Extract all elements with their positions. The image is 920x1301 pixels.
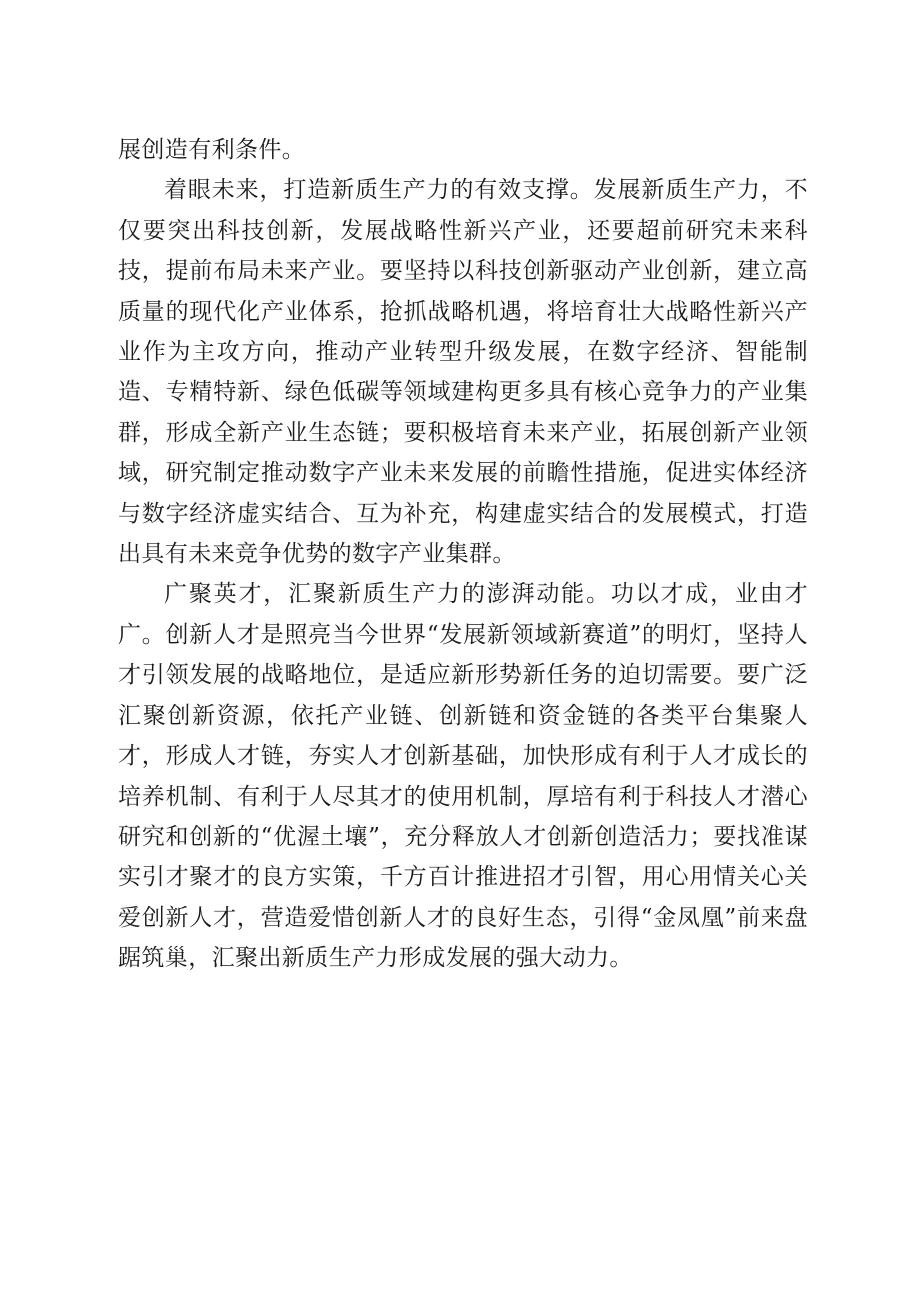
paragraph-future-support: 着眼未来，打造新质生产力的有效支撑。发展新质生产力，不仅要突出科技创新，发展战略性新兴产业，还要超前研究未来科技，提前布局未来产业。要坚持以科技创新驱动产业创新，建立高质量的现代化产业体系，抢抓战略机遇，将培育壮大战略性新兴产业作为主攻方向，推动产业转型升级发展，在数字经济、智能制造、专精特新、绿色低碳等领域建构更多具有核心竞争力的产业集群，形成全新产业生态链；要积极培育未来产业，拓展创新产业领域，研究制定推动数字产业未来发展的前瞻性措施，促进实体经济与数字经济虚实结合、互为补充，构建虚实结合的发展模式，打造出具有未来竞争优势的数字产业集群。: [118, 177, 808, 568]
document-body: [118, 130, 808, 979]
paragraph-continuation: 展创造有利条件。: [118, 137, 306, 163]
paragraph-talent-gathering: 广聚英才，汇聚新质生产力的澎湃动能。功以才成，业由才广。创新人才是照亮当今世界“发展新领域新赛道”的明灯，坚持人才引领发展的战略地位，是适应新形势新任务的迫切需要。要广泛汇聚创新资源，依托产业链、创新链和资金链的各类平台集聚人才，形成人才链，夯实人才创新基础，加快形成有利于人才成长的培养机制、有利于人尽其才的使用机制，厚培有利于科技人才潜心研究和创新的“优渥土壤”，充分释放人才创新创造活力；要找准谋实引才聚才的良方实策，千方百计推进招才引智，用心用情关心关爱创新人才，营造爱惜创新人才的良好生态，引得“金凤凰”前来盘踞筑巢，汇聚出新质生产力形成发展的强大动力。: [118, 581, 808, 972]
